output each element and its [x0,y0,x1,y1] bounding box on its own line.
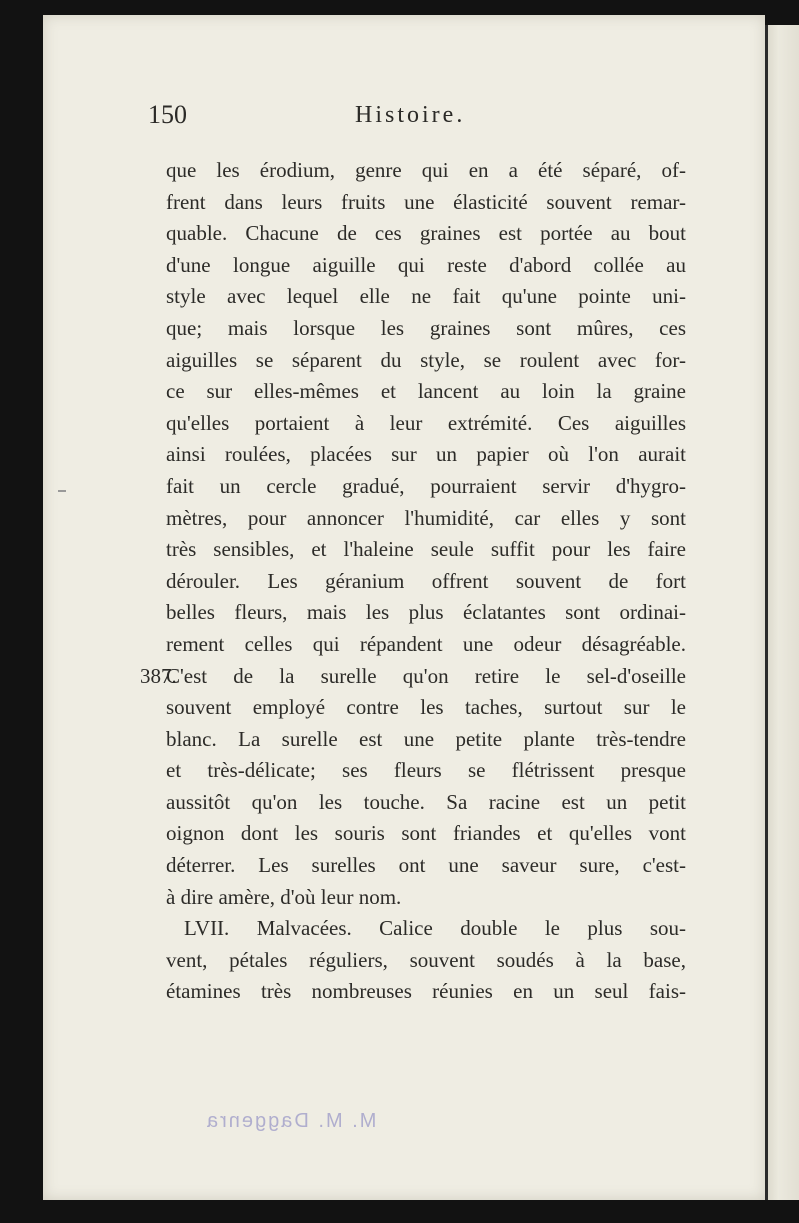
text-line: que les érodium, genre qui en a été séparé, of- [166,158,686,182]
library-stamp: M. M. Daggenra [205,1110,377,1132]
text-line: oignon dont les souris sont friandes et qu'elles vont [166,821,686,846]
text-line-content: C'est de la surelle qu'on retire le sel-d'oseille [166,663,686,688]
margin-mark [58,490,66,492]
text-line: aussitôt qu'on les touche. Sa racine est un petit [166,789,686,814]
text-line: fait un cercle gradué, pourraient servir d'hygro- [166,473,686,498]
text-line: ce sur elles-mêmes et lancent au loin la graine [166,379,686,404]
section-heading-line: LVII. Malvacées. Calice double le plus sou- [184,916,686,941]
text-line: quable. Chacune de ces graines est portée au bout [166,221,686,246]
text-line: vent, pétales réguliers, souvent soudés à la base, [166,947,686,972]
text-line: mètres, pour annoncer l'humidité, car elles y sont [166,505,686,530]
text-line-section-387 [140,661,686,693]
text-line: frent dans leurs fruits une élasticité souvent remar- [166,189,686,214]
text-line: belles fleurs, mais les plus éclatantes sont ordinai- [166,600,686,625]
text-line: ainsi roulées, placées sur un papier où l'on aurait [166,442,686,467]
text-line: rement celles qui répandent une odeur désagréable. [166,631,686,656]
section-number: 387. [140,663,177,688]
text-line: souvent employé contre les taches, surtout sur le [166,695,686,720]
text-line: et très-délicate; ses fleurs se flétrissent presque [166,758,686,783]
text-line: d'une longue aiguille qui reste d'abord collée au [166,252,686,277]
text-line: que; mais lorsque les graines sont mûres, ces [166,315,686,340]
text-line: étamines très nombreuses réunies en un seul fais- [166,979,686,1004]
text-line: qu'elles portaient à leur extrémité. Ces aiguilles [166,410,686,435]
page-number: 150 [148,100,187,129]
page-header [148,100,708,140]
text-line: dérouler. Les géranium offrent souvent de fort [166,568,686,593]
text-line: à dire amère, d'où leur nom. [166,884,402,909]
text-line: blanc. La surelle est une petite plante très-tendre [166,726,686,751]
running-title: Histoire. [355,102,466,128]
text-line: aiguilles se séparent du style, se roulent avec for- [166,347,686,372]
next-page-edge [765,25,799,1200]
text-line: très sensibles, et l'haleine seule suffit pour les faire [166,537,686,562]
text-line: déterrer. Les surelles ont une saveur sure, c'est- [166,853,686,878]
body-text [140,155,686,1008]
text-line: style avec lequel elle ne fait qu'une pointe uni- [166,284,686,309]
